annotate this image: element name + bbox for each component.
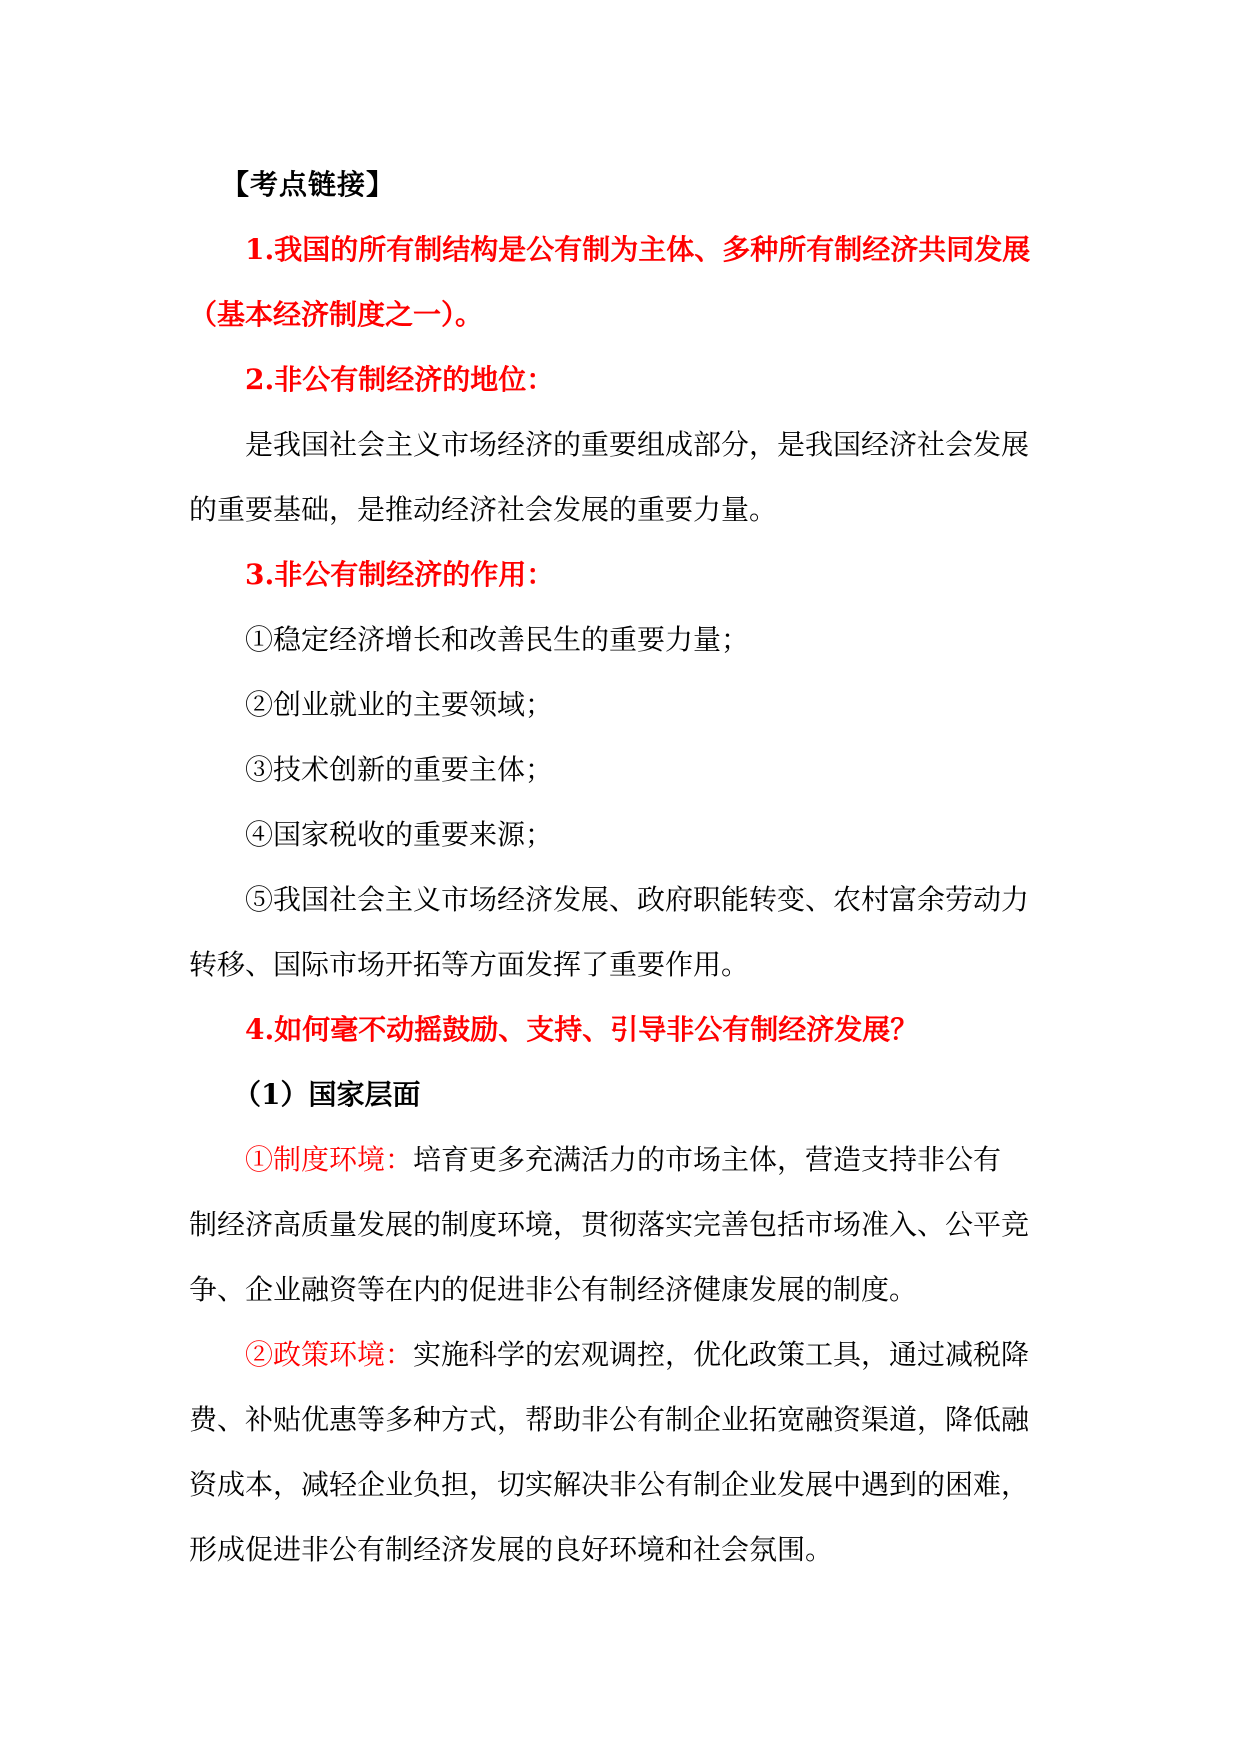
point3-item-5-line2: 转移、国际市场开拓等方面发挥了重要作用。 — [189, 948, 750, 981]
point4-heading: 4.如何毫不动摇鼓励、支持、引导非公有制经济发展？ — [245, 1013, 919, 1046]
point2-body-line2: 的重要基础，是推动经济社会发展的重要力量。 — [189, 493, 778, 526]
point3-item-2: ②创业就业的主要领域； — [245, 688, 554, 721]
policy-env-text: 实施科学的宏观调控，优化政策工具，通过减税降 — [413, 1338, 1030, 1371]
institutional-env-text: 培育更多充满活力的市场主体，营造支持非公有 — [413, 1143, 1002, 1176]
institutional-env-line1 — [189, 1127, 1059, 1192]
point3-item-1: ①稳定经济增长和改善民生的重要力量； — [245, 623, 750, 656]
section-title: 【考点链接】 — [221, 168, 396, 201]
institutional-env-line2: 制经济高质量发展的制度环境，贯彻落实完善包括市场准入、公平竞 — [189, 1208, 1030, 1241]
document-page — [189, 152, 1059, 1582]
policy-env-line2: 费、补贴优惠等多种方式，帮助非公有制企业拓宽融资渠道，降低融 — [189, 1403, 1030, 1436]
point4-subheading: （1）国家层面 — [233, 1078, 421, 1111]
point3-item-5-line1: ⑤我国社会主义市场经济发展、政府职能转变、农村富余劳动力 — [245, 883, 1030, 916]
institutional-env-line3: 争、企业融资等在内的促进非公有制经济健康发展的制度。 — [189, 1273, 918, 1306]
policy-env-line1 — [189, 1322, 1059, 1387]
point1-line1: 1.我国的所有制结构是公有制为主体、多种所有制经济共同发展 — [245, 233, 1031, 266]
point3-item-4: ④国家税收的重要来源； — [245, 818, 554, 851]
policy-env-line4: 形成促进非公有制经济发展的良好环境和社会氛围。 — [189, 1533, 834, 1566]
point3-item-3: ③技术创新的重要主体； — [245, 753, 554, 786]
institutional-env-label: ①制度环境： — [245, 1143, 414, 1176]
point2-body-line1: 是我国社会主义市场经济的重要组成部分，是我国经济社会发展 — [245, 428, 1030, 461]
point2-heading: 2.非公有制经济的地位： — [245, 363, 555, 396]
point3-heading: 3.非公有制经济的作用： — [245, 558, 555, 591]
point1-line2: （基本经济制度之一）。 — [189, 298, 484, 331]
policy-env-line3: 资成本，减轻企业负担，切实解决非公有制企业发展中遇到的困难， — [189, 1468, 1030, 1501]
policy-env-label: ②政策环境： — [245, 1338, 414, 1371]
